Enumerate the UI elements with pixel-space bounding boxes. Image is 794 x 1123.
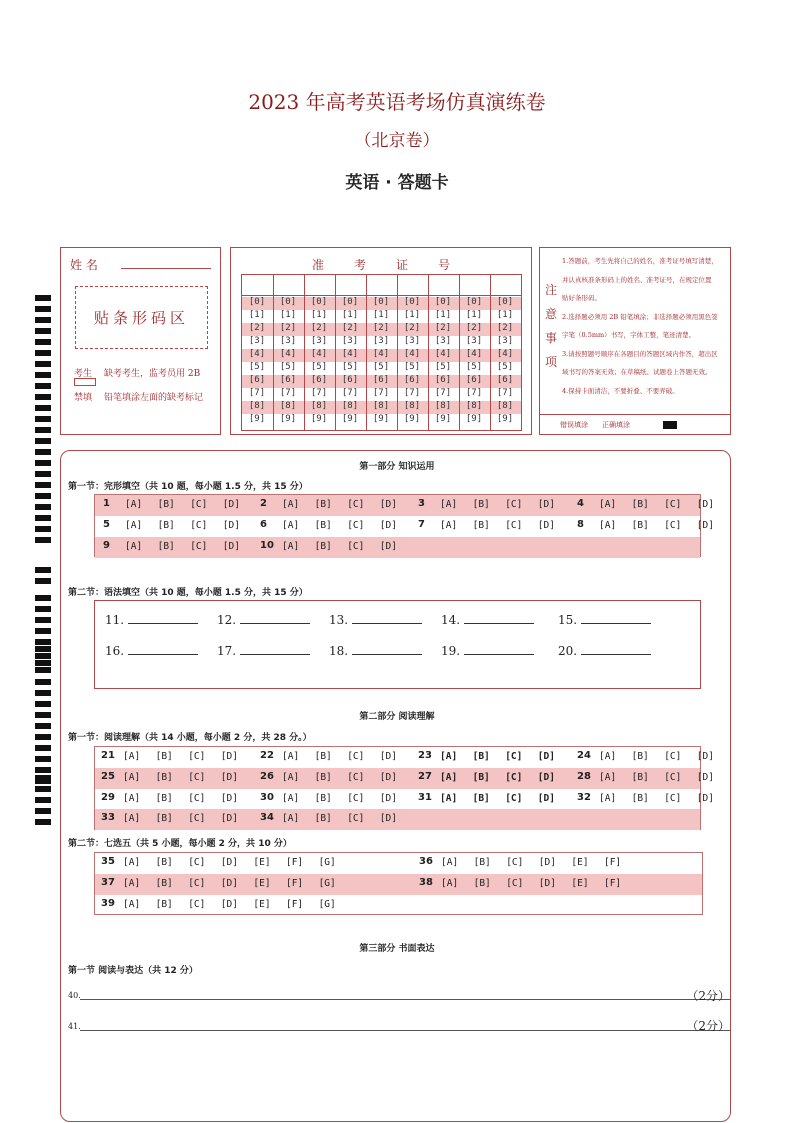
fill-blank[interactable]	[558, 613, 651, 627]
exam-id-header-row[interactable]	[242, 295, 521, 296]
note-line: 贴好条形码。	[562, 294, 601, 302]
exam-id-digit-bubble[interactable]: [7]	[434, 388, 452, 398]
exam-id-digit-bubble[interactable]: [4]	[341, 349, 359, 359]
exam-id-digit-bubble[interactable]: [6]	[403, 375, 421, 385]
exam-id-digit-bubble[interactable]: [6]	[372, 375, 390, 385]
absent-label-1: 考生	[74, 369, 93, 379]
alignment-marker	[35, 690, 51, 696]
exam-id-digit-bubble[interactable]: [8]	[279, 401, 297, 411]
barcode-area: 贴条形码区	[75, 286, 208, 349]
exam-id-digit-bubble[interactable]: [0]	[310, 297, 328, 307]
alignment-marker	[35, 328, 51, 334]
fill-blank[interactable]	[105, 644, 198, 658]
part2-sec1-title: 第一节：阅读理解（共 14 小题，每小题 2 分，共 28 分。）	[68, 733, 312, 743]
exam-id-digit-bubble[interactable]: [1]	[434, 310, 452, 320]
notes-box	[539, 247, 731, 435]
blank-number: 17.	[217, 644, 237, 658]
alignment-marker	[35, 767, 51, 773]
exam-id-digit-bubble[interactable]: [8]	[372, 401, 390, 411]
absent-text-2: 铅笔填涂左面的缺考标记	[104, 393, 204, 403]
exam-id-digit-bubble[interactable]: [5]	[248, 362, 266, 372]
answer-options[interactable]: [A] [B] [C] [D]	[440, 771, 555, 783]
exam-id-digit-bubble[interactable]: [9]	[372, 414, 390, 424]
answer-row	[95, 747, 714, 768]
grammar-fill-box[interactable]	[94, 600, 701, 689]
filled-example-mark	[663, 421, 677, 429]
alignment-marker	[35, 808, 51, 814]
blank-number: 12.	[217, 613, 237, 627]
exam-id-digit-bubble[interactable]: [6]	[496, 375, 514, 385]
exam-id-digit-bubble[interactable]: [2]	[496, 323, 514, 333]
question-number: 24	[577, 750, 591, 761]
note-line: 域书写的答案无效；在草稿纸、试题卷上答题无效。	[562, 368, 712, 376]
alignment-marker	[35, 493, 51, 499]
exam-id-digit-bubble[interactable]: [3]	[279, 336, 297, 346]
exam-id-digit-bubble[interactable]: [6]	[310, 375, 328, 385]
blank-line[interactable]	[581, 645, 651, 655]
exam-id-digit-bubble[interactable]: [4]	[372, 349, 390, 359]
exam-id-digit-bubble[interactable]: [1]	[372, 310, 390, 320]
answer-row	[95, 516, 714, 537]
part1-sec2-title: 第二节：语法填空（共 10 题，每小题 1.5 分，共 15 分）	[68, 588, 308, 598]
answer-options[interactable]: [A] [B] [C] [D] [E] [F] [G]	[123, 857, 336, 868]
question-number: 31	[418, 791, 432, 803]
exam-id-digit-bubble[interactable]: [3]	[372, 336, 390, 346]
note-line: 字笔（0.5mm）书写，字体工整，笔迹清楚。	[562, 331, 696, 339]
question-number: 32	[577, 791, 591, 803]
alignment-marker	[35, 786, 51, 792]
alignment-marker	[35, 660, 51, 666]
alignment-marker	[35, 537, 51, 543]
exam-id-digit-bubble[interactable]: [2]	[248, 323, 266, 333]
question-number: 30	[260, 791, 274, 803]
exam-id-digit-bubble[interactable]: [0]	[341, 297, 359, 307]
exam-id-digit-bubble[interactable]: [0]	[434, 297, 452, 307]
alignment-marker	[35, 646, 51, 652]
question-number: 6	[260, 519, 267, 530]
answer-options[interactable]: [A] [B] [C] [D] [E] [F] [G]	[123, 899, 336, 910]
alignment-marker	[35, 350, 51, 356]
answer-options[interactable]: [A] [B] [C] [D]	[282, 792, 397, 804]
blank-number: 20.	[558, 644, 578, 658]
fill-blank[interactable]	[441, 613, 534, 627]
answer-options[interactable]: [A] [B] [C] [D]	[440, 499, 555, 510]
exam-id-digit-bubble[interactable]: [1]	[279, 310, 297, 320]
absent-label-2: 禁填	[74, 393, 93, 403]
blank-line[interactable]	[581, 614, 651, 624]
exam-id-digit-bubble[interactable]: [3]	[248, 336, 266, 346]
exam-id-digit-bubble[interactable]: [9]	[434, 414, 452, 424]
answer-options[interactable]: [A] [B] [C] [D]	[440, 792, 555, 804]
question-number: 3	[418, 498, 425, 509]
question-number: 10	[260, 540, 274, 551]
answer-row	[95, 874, 702, 895]
exam-id-digit-bubble[interactable]: [4]	[310, 349, 328, 359]
alignment-marker	[35, 745, 51, 751]
exam-id-digit-bubble[interactable]: [8]	[403, 401, 421, 411]
alignment-marker	[35, 578, 51, 584]
exam-id-digit-bubble[interactable]: [9]	[279, 414, 297, 424]
fill-blank[interactable]	[217, 613, 310, 627]
question-number: 4	[577, 498, 584, 509]
reading-answer-grid[interactable]	[94, 746, 714, 830]
alignment-marker	[35, 756, 51, 762]
wrong-fill-label: 错误填涂	[560, 421, 588, 429]
answer-row	[95, 768, 714, 789]
exam-id-digit-bubble[interactable]: [0]	[372, 297, 390, 307]
exam-id-digit-bubble[interactable]: [3]	[403, 336, 421, 346]
cloze-answer-grid[interactable]	[94, 494, 714, 557]
exam-id-digit-bubble[interactable]: [1]	[403, 310, 421, 320]
exam-id-digit-bubble[interactable]: [8]	[465, 401, 483, 411]
exam-id-digit-bubble[interactable]: [0]	[403, 297, 421, 307]
part1-title: 第一部分 知识运用	[359, 462, 435, 472]
answer-options[interactable]: [A] [B] [C] [D]	[282, 499, 397, 510]
exam-id-digit-bubble[interactable]: [3]	[496, 336, 514, 346]
exam-id-digit-bubble[interactable]: [8]	[341, 401, 359, 411]
exam-id-digit-bubble[interactable]: [6]	[341, 375, 359, 385]
alignment-marker	[35, 482, 51, 488]
exam-id-digit-bubble[interactable]: [2]	[465, 323, 483, 333]
name-box	[60, 247, 221, 435]
question-number: 28	[577, 770, 591, 782]
alignment-marker	[35, 372, 51, 378]
blank-line[interactable]	[128, 645, 198, 655]
answer-options[interactable]: [A] [B] [C] [D]	[599, 792, 714, 804]
answer-options[interactable]: [A] [B] [C] [D]	[599, 771, 714, 783]
blank-line[interactable]	[240, 614, 310, 624]
alignment-marker	[35, 306, 51, 312]
exam-id-digit-bubble[interactable]: [1]	[341, 310, 359, 320]
name-line[interactable]	[121, 268, 211, 269]
q41-number: 41.	[68, 1022, 81, 1031]
exam-id-digit-bubble[interactable]: [5]	[465, 362, 483, 372]
alignment-marker	[35, 617, 51, 623]
question-number: 35	[101, 856, 115, 867]
alignment-marker	[35, 295, 51, 301]
alignment-marker	[35, 723, 51, 729]
alignment-marker	[35, 701, 51, 707]
exam-id-digit-bubble[interactable]: [9]	[496, 414, 514, 424]
question-number: 29	[101, 791, 115, 803]
exam-id-digit-bubble[interactable]: [5]	[496, 362, 514, 372]
part2-title: 第二部分 阅读理解	[359, 712, 435, 722]
answer-options[interactable]: [A] [B] [C] [D]	[282, 520, 397, 531]
exam-id-digit-bubble[interactable]: [5]	[279, 362, 297, 372]
note-line: 并认真核准条形码上的姓名、准考证号，在规定位置	[562, 275, 712, 284]
exam-id-digit-bubble[interactable]: [4]	[248, 349, 266, 359]
alignment-marker	[35, 339, 51, 345]
exam-id-digit-bubble[interactable]: [6]	[465, 375, 483, 385]
exam-id-digit-bubble[interactable]: [0]	[496, 297, 514, 307]
blank-number: 15.	[558, 613, 578, 627]
exam-id-digit-bubble[interactable]: [2]	[310, 323, 328, 333]
exam-title: 2023 年高考英语考场仿真演练卷	[248, 90, 546, 114]
answer-row	[95, 809, 700, 830]
exam-id-digit-bubble[interactable]: [6]	[434, 375, 452, 385]
answer-options[interactable]: [A] [B] [C] [D]	[599, 520, 714, 531]
q41-answer-line[interactable]	[80, 1030, 731, 1031]
answer-options[interactable]: [A] [B] [C] [D]	[125, 541, 240, 552]
answer-options[interactable]: [A] [B] [C] [D]	[440, 751, 555, 762]
alignment-marker	[35, 427, 51, 433]
absent-mark-box[interactable]	[74, 378, 96, 386]
answer-card-title: 英语 · 答题卡	[345, 173, 449, 193]
exam-id-digit-bubble[interactable]: [7]	[403, 388, 421, 398]
fill-blank[interactable]	[329, 613, 422, 627]
exam-id-grid[interactable]	[241, 274, 522, 431]
exam-id-digit-bubble[interactable]: [1]	[248, 310, 266, 320]
alignment-marker	[35, 606, 51, 612]
alignment-marker	[35, 679, 51, 685]
part1-sec1-title: 第一节：完形填空（共 10 题，每小题 1.5 分，共 15 分）	[68, 482, 308, 492]
question-number: 34	[260, 812, 274, 824]
question-number: 23	[418, 750, 432, 761]
answer-row	[95, 895, 702, 916]
question-number: 25	[101, 770, 115, 782]
answer-options[interactable]: [A] [B] [C] [D]	[123, 771, 238, 783]
part2-sec2-title: 第二节：七选五（共 5 小题，每小题 2 分，共 10 分）	[68, 839, 292, 849]
exam-id-digit-bubble[interactable]: [1]	[310, 310, 328, 320]
correct-fill-label: 正确填涂	[602, 421, 630, 429]
alignment-marker	[35, 383, 51, 389]
exam-id-digit-bubble[interactable]: [2]	[341, 323, 359, 333]
blank-number: 11.	[105, 613, 125, 627]
fill-blank[interactable]	[105, 613, 198, 627]
blank-line[interactable]	[464, 645, 534, 655]
exam-id-digit-bubble[interactable]: [3]	[465, 336, 483, 346]
answer-options[interactable]: [A] [B] [C] [D]	[282, 751, 397, 762]
fill-blank[interactable]	[558, 644, 651, 658]
answer-options[interactable]: [A] [B] [C] [D]	[125, 520, 240, 531]
seven-choose-five-grid[interactable]	[94, 852, 703, 915]
exam-id-digit-bubble[interactable]: [8]	[496, 401, 514, 411]
exam-id-digit-bubble[interactable]: [3]	[310, 336, 328, 346]
exam-id-digit-bubble[interactable]: [3]	[341, 336, 359, 346]
question-number: 9	[103, 540, 110, 551]
blank-number: 19.	[441, 644, 461, 658]
question-number: 1	[103, 498, 110, 509]
alignment-marker	[35, 416, 51, 422]
question-number: 7	[418, 519, 425, 530]
question-number: 5	[103, 519, 110, 530]
exam-id-digit-bubble[interactable]: [4]	[496, 349, 514, 359]
blank-number: 13.	[329, 613, 349, 627]
question-number: 38	[419, 877, 433, 888]
alignment-marker	[35, 317, 51, 323]
notes-label: 注意事项	[545, 283, 558, 369]
alignment-marker	[35, 504, 51, 510]
exam-id-digit-bubble[interactable]: [9]	[310, 414, 328, 424]
exam-id-digit-bubble[interactable]: [9]	[403, 414, 421, 424]
answer-options[interactable]: [A] [B] [C] [D] [E] [F]	[441, 857, 622, 868]
exam-id-digit-bubble[interactable]: [5]	[310, 362, 328, 372]
exam-id-digit-bubble[interactable]: [7]	[279, 388, 297, 398]
name-label: 姓 名	[70, 258, 98, 272]
question-number: 21	[101, 750, 115, 761]
exam-subtitle: （北京卷）	[354, 131, 440, 151]
answer-row	[95, 789, 714, 810]
answer-options[interactable]: [A] [B] [C] [D]	[599, 499, 714, 510]
answer-options[interactable]: [A] [B] [C] [D] [E] [F]	[441, 878, 622, 889]
fill-blank[interactable]	[441, 644, 534, 658]
answer-options[interactable]: [A] [B] [C] [D] [E] [F] [G]	[123, 878, 336, 889]
answer-row	[95, 853, 702, 874]
q41-points: （2分）	[686, 1019, 730, 1033]
answer-options[interactable]: [A] [B] [C] [D]	[599, 751, 714, 762]
exam-id-digit-bubble[interactable]: [7]	[372, 388, 390, 398]
exam-id-digit-bubble[interactable]: [9]	[341, 414, 359, 424]
question-number: 22	[260, 750, 274, 761]
exam-id-digit-bubble[interactable]: [0]	[465, 297, 483, 307]
question-number: 37	[101, 877, 115, 888]
answer-options[interactable]: [A] [B] [C] [D]	[282, 541, 397, 552]
answer-row	[95, 495, 714, 516]
blank-line[interactable]	[464, 614, 534, 624]
blank-line[interactable]	[240, 645, 310, 655]
question-number: 26	[260, 770, 274, 782]
alignment-marker	[35, 819, 51, 825]
alignment-marker	[35, 405, 51, 411]
exam-id-digit-bubble[interactable]: [2]	[403, 323, 421, 333]
alignment-marker	[35, 628, 51, 634]
part3-title: 第三部分 书面表达	[359, 944, 435, 954]
blank-line[interactable]	[128, 614, 198, 624]
exam-id-digit-bubble[interactable]: [2]	[434, 323, 452, 333]
absent-text-1: 缺考考生，监考员用 2B	[104, 369, 201, 379]
blank-number: 14.	[441, 613, 461, 627]
exam-id-digit-bubble[interactable]: [8]	[434, 401, 452, 411]
exam-id-digit-bubble[interactable]: [4]	[434, 349, 452, 359]
exam-id-digit-bubble[interactable]: [7]	[496, 388, 514, 398]
exam-id-digit-bubble[interactable]: [2]	[279, 323, 297, 333]
exam-id-digit-bubble[interactable]: [4]	[279, 349, 297, 359]
note-line: 3.请按照题号顺序在各题目的答题区域内作答，超出区	[562, 349, 718, 358]
exam-id-digit-bubble[interactable]: [5]	[372, 362, 390, 372]
exam-id-digit-bubble[interactable]: [1]	[465, 310, 483, 320]
question-number: 39	[101, 898, 115, 909]
alignment-marker	[35, 526, 51, 532]
note-line: 4.保持卡面清洁，不要折叠、不要弄破。	[562, 386, 679, 395]
q40-answer-line[interactable]	[80, 999, 731, 1000]
question-number: 36	[419, 856, 433, 867]
question-number: 33	[101, 812, 115, 824]
blank-line[interactable]	[352, 614, 422, 624]
exam-id-label: 准考证号	[311, 258, 480, 272]
exam-id-digit-bubble[interactable]: [1]	[496, 310, 514, 320]
exam-id-digit-bubble[interactable]: [6]	[248, 375, 266, 385]
exam-id-digit-bubble[interactable]: [4]	[465, 349, 483, 359]
exam-id-digit-bubble[interactable]: [7]	[465, 388, 483, 398]
part3-sec1-title: 第一节 阅读与表达（共 12 分）	[68, 966, 198, 976]
answer-options[interactable]: [A] [B] [C] [D]	[123, 792, 238, 804]
alignment-marker	[35, 734, 51, 740]
exam-id-digit-bubble[interactable]: [5]	[403, 362, 421, 372]
answer-options[interactable]: [A] [B] [C] [D]	[123, 813, 238, 825]
alignment-marker	[35, 639, 51, 645]
question-number: 27	[418, 770, 432, 782]
answer-row	[95, 537, 700, 558]
exam-id-digit-bubble[interactable]: [8]	[248, 401, 266, 411]
exam-id-digit-bubble[interactable]: [5]	[341, 362, 359, 372]
alignment-marker	[35, 438, 51, 444]
alignment-marker	[35, 797, 51, 803]
note-line: 2.选择题必须用 2B 铅笔填涂；非选择题必须用黑色签	[562, 312, 718, 321]
exam-id-digit-bubble[interactable]: [9]	[465, 414, 483, 424]
exam-id-digit-bubble[interactable]: [0]	[248, 297, 266, 307]
q40-number: 40.	[68, 991, 81, 1000]
answer-options[interactable]: [A] [B] [C] [D]	[440, 520, 555, 531]
alignment-marker	[35, 449, 51, 455]
fill-blank[interactable]	[217, 644, 310, 658]
alignment-marker	[35, 667, 51, 673]
exam-id-digit-bubble[interactable]: [8]	[310, 401, 328, 411]
alignment-marker	[35, 394, 51, 400]
exam-id-box	[230, 247, 532, 435]
alignment-marker	[35, 567, 51, 573]
exam-id-digit-bubble[interactable]: [2]	[372, 323, 390, 333]
alignment-marker	[35, 595, 51, 601]
answer-options[interactable]: [A] [B] [C] [D]	[282, 771, 397, 783]
note-line: 1.答题前，考生先将自己的姓名，准考证号填写清楚，	[562, 257, 718, 265]
question-number: 2	[260, 498, 267, 509]
exam-id-digit-bubble[interactable]: [0]	[279, 297, 297, 307]
answer-options[interactable]: [A] [B] [C] [D]	[123, 751, 238, 762]
exam-id-digit-bubble[interactable]: [6]	[279, 375, 297, 385]
alignment-marker	[35, 515, 51, 521]
blank-line[interactable]	[352, 645, 422, 655]
exam-id-digit-bubble[interactable]: [3]	[434, 336, 452, 346]
alignment-marker	[35, 653, 51, 659]
answer-options[interactable]: [A] [B] [C] [D]	[125, 499, 240, 510]
blank-number: 16.	[105, 644, 125, 658]
exam-id-digit-bubble[interactable]: [7]	[341, 388, 359, 398]
alignment-marker	[35, 775, 51, 781]
alignment-marker	[35, 361, 51, 367]
q40-points: （2分）	[686, 989, 730, 1003]
exam-id-digit-bubble[interactable]: [4]	[403, 349, 421, 359]
exam-id-digit-bubble[interactable]: [7]	[248, 388, 266, 398]
question-number: 8	[577, 519, 584, 530]
answer-options[interactable]: [A] [B] [C] [D]	[282, 813, 397, 825]
exam-id-digit-bubble[interactable]: [9]	[248, 414, 266, 424]
blank-number: 18.	[329, 644, 349, 658]
fill-blank[interactable]	[329, 644, 422, 658]
exam-id-digit-bubble[interactable]: [7]	[310, 388, 328, 398]
exam-id-digit-bubble[interactable]: [5]	[434, 362, 452, 372]
